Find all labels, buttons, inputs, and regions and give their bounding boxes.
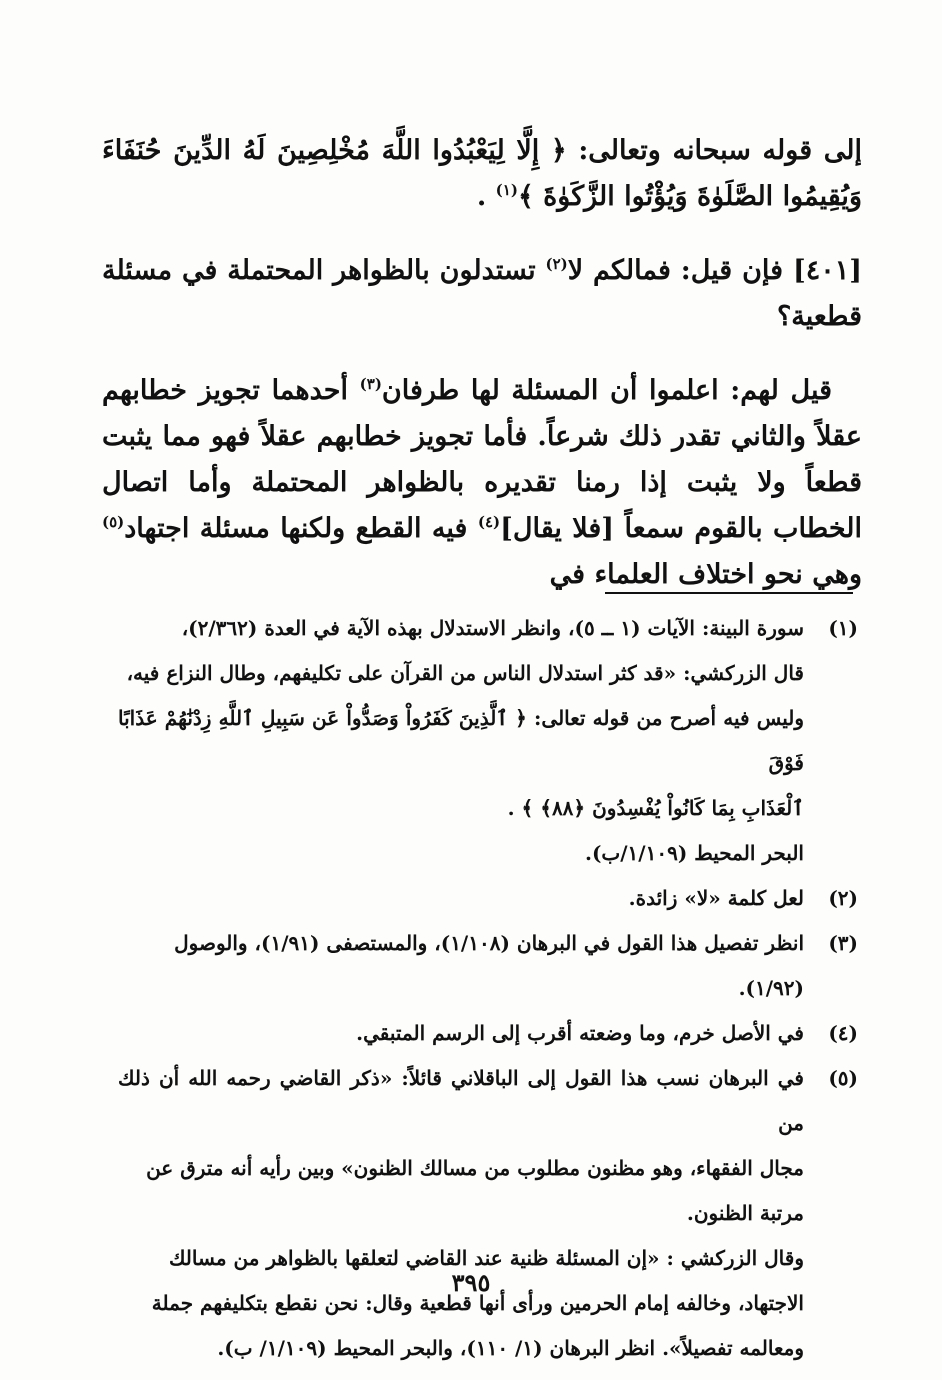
paragraph-number: [٤٠١] [792, 255, 863, 286]
paragraph-end: . [476, 181, 496, 212]
footnote-line: في البرهان نسب هذا القول إلى الباقلاني قائلاً: «ذكر القاضي رحمه الله أن ذلك من [118, 1066, 804, 1135]
footnote-line: وقال الزركشي : «إن المسئلة ظنية عند القاضي لتعلقها بالظواهر من مسالك [168, 1246, 804, 1270]
intro-text: إلى قوله سبحانه وتعالى: [566, 135, 862, 166]
footnote-5 [118, 1056, 858, 1371]
paragraph-quran-verse [102, 128, 862, 220]
footnote-ref-5: (٥) [102, 513, 125, 531]
paragraph-answer [102, 368, 862, 598]
footnote-line: قال الزركشي: «قد كثر استدلال الناس من القرآن على تكليفهم، وطال النزاع فيه، [126, 661, 804, 685]
footnote-number: (١) [828, 616, 858, 640]
footnote-ref-1: (١) [495, 181, 518, 199]
footnote-number: (٤) [828, 1021, 858, 1045]
answer-text-part4: وهي نحو اختلاف العلماء في [549, 559, 862, 590]
footnote-line: سورة البينة: الآيات (١ ــ ٥)، وانظر الاستدلال بهذه الآية في العدة (٢/٣٦٢)، [181, 616, 804, 640]
answer-text-part1: قيل لهم: اعلموا أن المسئلة لها طرفان [381, 375, 832, 406]
footnote-number: (٥) [828, 1066, 858, 1090]
footnote-line: البحر المحيط (١/١٠٩/ب). [584, 841, 804, 865]
page-number: ٣٩٥ [451, 1268, 491, 1297]
footnote-2 [118, 876, 858, 921]
footnote-line: الاجتهاد، وخالفه إمام الحرمين ورأى أنها قطعية وقال: نحن نقطع بتكليفهم جملة [151, 1291, 804, 1315]
footnote-ref-3: (٣) [359, 375, 382, 393]
answer-text-part2: أحدهما تجويز خطابهم عقلاً والثاني تقدر ذلك شرعاً. فأما تجويز خطابهم عقلاً فهو مما يثبت قطعاً ولا يثبت إذا رمنا تقديره بالظواهر المحتملة وأما اتصال الخطاب بالقوم سمعاً [فلا يقال] [102, 375, 862, 544]
question-text-end: تستدلون بالظواهر المحتملة في مسئلة قطعية؟ [102, 255, 862, 332]
answer-text-part3: فيه القطع ولكنها مسئلة اجتهاد [124, 513, 478, 544]
footnote-line: مرتبة الظنون. [686, 1201, 804, 1225]
footnote-number: (٣) [828, 931, 858, 955]
quran-verse: ﴿ إِلَّا لِيَعْبُدُوا اللَّهَ مُخْلِصِينَ لَهُ الدِّينَ حُنَفَاءَ وَيُقِيمُوا الصَّلَوٰةَ وَيُؤْتُوا الزَّكَوٰةَ ﴾ [102, 135, 862, 212]
footnote-line: وليس فيه أصرح من قوله تعالى: ﴿ ٱلَّذِينَ كَفَرُواْ وَصَدُّواْ عَن سَبِيلِ ٱللَّهِ زِدْنَٰهُمْ عَذَابًا فَوْقَ [118, 706, 804, 775]
footnotes [118, 606, 858, 1371]
footnote-line: لعل كلمة «لا» زائدة. [628, 886, 804, 910]
footnote-line: مجال الفقهاء، وهو مظنون مطلوب من مسالك الظنون» وبين رأيه أنه مترق عن [146, 1156, 804, 1180]
footnote-3 [118, 921, 858, 1011]
footnote-ref-2: (٢) [545, 255, 568, 273]
footnote-line: في الأصل خرم، وما وضعته أقرب إلى الرسم المتبقي. [356, 1021, 804, 1045]
footnote-line: (١/٩٢). [738, 976, 804, 1000]
footnote-line: ٱلْعَذَابِ بِمَا كَانُواْ يُفْسِدُونَ ﴿٨٨﴾ ﴾ . [507, 796, 804, 820]
footnote-number: (٢) [828, 886, 858, 910]
footnote-divider [605, 592, 853, 594]
question-text-start: فإن قيل: فمالكم لا [567, 255, 793, 286]
footnote-1 [118, 606, 858, 876]
paragraph-401 [102, 248, 862, 340]
footnote-line: انظر تفصيل هذا القول في البرهان (١/١٠٨)، والمستصفى (١/٩١)، والوصول [174, 931, 804, 955]
footnote-4 [118, 1011, 858, 1056]
footnote-ref-4: (٤) [477, 513, 501, 531]
footnote-line: ومعالمه تفصيلاً». انظر البرهان (١/ ١١٠)، والبحر المحيط (١/١٠٩/ ب). [217, 1336, 804, 1360]
